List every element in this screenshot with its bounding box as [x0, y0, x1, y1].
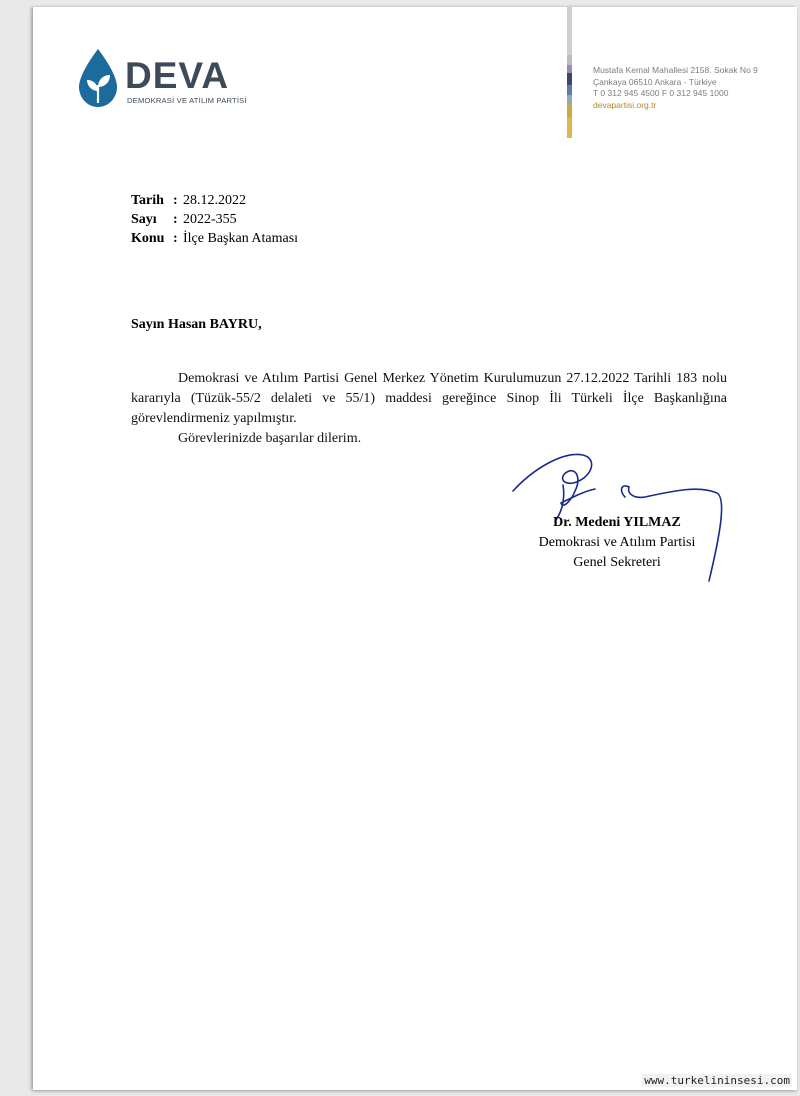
logo-wordmark: DEVA	[125, 55, 230, 96]
number-label: Sayı	[131, 212, 157, 227]
date-label: Tarih	[131, 193, 164, 208]
logo-subtitle: DEMOKRASİ VE ATILIM PARTİSİ	[127, 96, 247, 105]
deva-logo	[77, 47, 297, 117]
address-line-2: Çankaya 06510 Ankara - Türkiye	[593, 76, 717, 87]
phone-fax-line: T 0 312 945 4500 F 0 312 945 1000	[593, 88, 729, 98]
salutation: Sayın Hasan BAYRU,	[131, 317, 262, 332]
letterhead-address	[593, 65, 758, 111]
water-drop-icon	[77, 47, 119, 109]
signer-title-line-2: Genel Sekreteri	[573, 555, 661, 570]
letterhead-color-bar	[567, 7, 572, 138]
meta-number-row	[131, 210, 298, 229]
body-paragraph-2: Görevlerinizde başarılar dilerim.	[178, 431, 362, 446]
signer-name: Dr. Medeni YILMAZ	[553, 515, 681, 530]
site-watermark: www.turkelininsesi.com	[644, 1074, 790, 1087]
subject-label: Konu	[131, 231, 165, 246]
meta-subject-row	[131, 229, 298, 248]
document-page	[33, 7, 797, 1090]
colon: :	[173, 193, 178, 208]
colon: :	[173, 212, 178, 227]
signer-title-line-1: Demokrasi ve Atılım Partisi	[538, 535, 696, 550]
document-meta	[131, 191, 298, 248]
body-paragraph-1: Demokrasi ve Atılım Partisi Genel Merkez Yönetim Kurulumuzun 27.12.2022 Tarihli 183 nolu kararıyla (Tüzük-55/2 delaleti ve 55/1) maddesi gereğince Sinop İli Türkeli İlçe Başkanlığına görevlendirmeniz yapılmıştır.	[131, 371, 727, 426]
colon: :	[173, 231, 178, 246]
signature-block	[507, 513, 727, 573]
website-link[interactable]: devapartisi.org.tr	[593, 99, 657, 110]
number-value: 2022-355	[183, 212, 237, 227]
meta-date-row	[131, 191, 298, 210]
address-line-1: Mustafa Kemal Mahallesi 2158. Sokak No 9	[593, 65, 758, 75]
subject-value: İlçe Başkan Ataması	[183, 231, 299, 246]
date-value: 28.12.2022	[183, 193, 246, 208]
letter-body	[131, 369, 727, 449]
